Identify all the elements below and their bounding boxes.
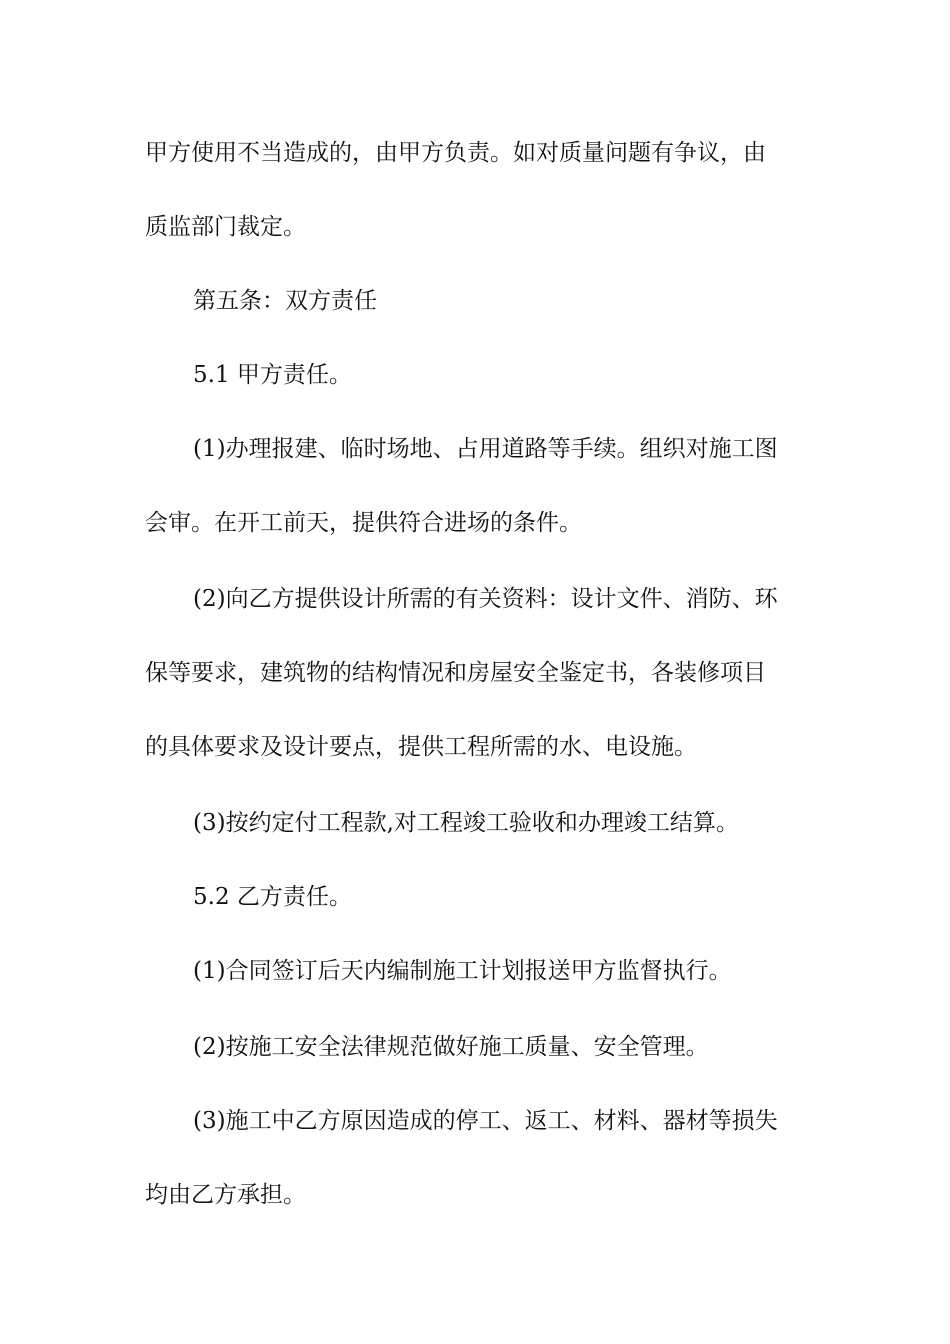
section-heading: 第五条：双方责任 <box>193 288 377 314</box>
text-line-5: (1)办理报建、临时场地、占用道路等手续。组织对施工图 <box>193 436 778 462</box>
subsection-heading-5-1: 5.1 甲方责任。 <box>193 362 352 388</box>
text-line-6: 会审。在开工前天，提供符合进场的条件。 <box>145 510 582 536</box>
text-line-10: (3)按约定付工程款,对工程竣工验收和办理竣工结算。 <box>193 810 739 836</box>
text-line-13: (2)按施工安全法律规范做好施工质量、安全管理。 <box>193 1034 709 1060</box>
text-line-15: 均由乙方承担。 <box>145 1182 306 1208</box>
subsection-heading-5-2: 5.2 乙方责任。 <box>193 884 352 910</box>
text-line-1: 甲方使用不当造成的，由甲方负责。如对质量问题有争议，由 <box>145 140 766 166</box>
text-line-12: (1)合同签订后天内编制施工计划报送甲方监督执行。 <box>193 958 732 984</box>
text-line-9: 的具体要求及设计要点，提供工程所需的水、电设施。 <box>145 734 697 760</box>
text-line-2: 质监部门裁定。 <box>145 214 306 240</box>
text-line-8: 保等要求，建筑物的结构情况和房屋安全鉴定书，各装修项目 <box>145 660 766 686</box>
text-line-7: (2)向乙方提供设计所需的有关资料：设计文件、消防、环 <box>193 586 778 612</box>
text-line-14: (3)施工中乙方原因造成的停工、返工、材料、器材等损失 <box>193 1108 778 1134</box>
